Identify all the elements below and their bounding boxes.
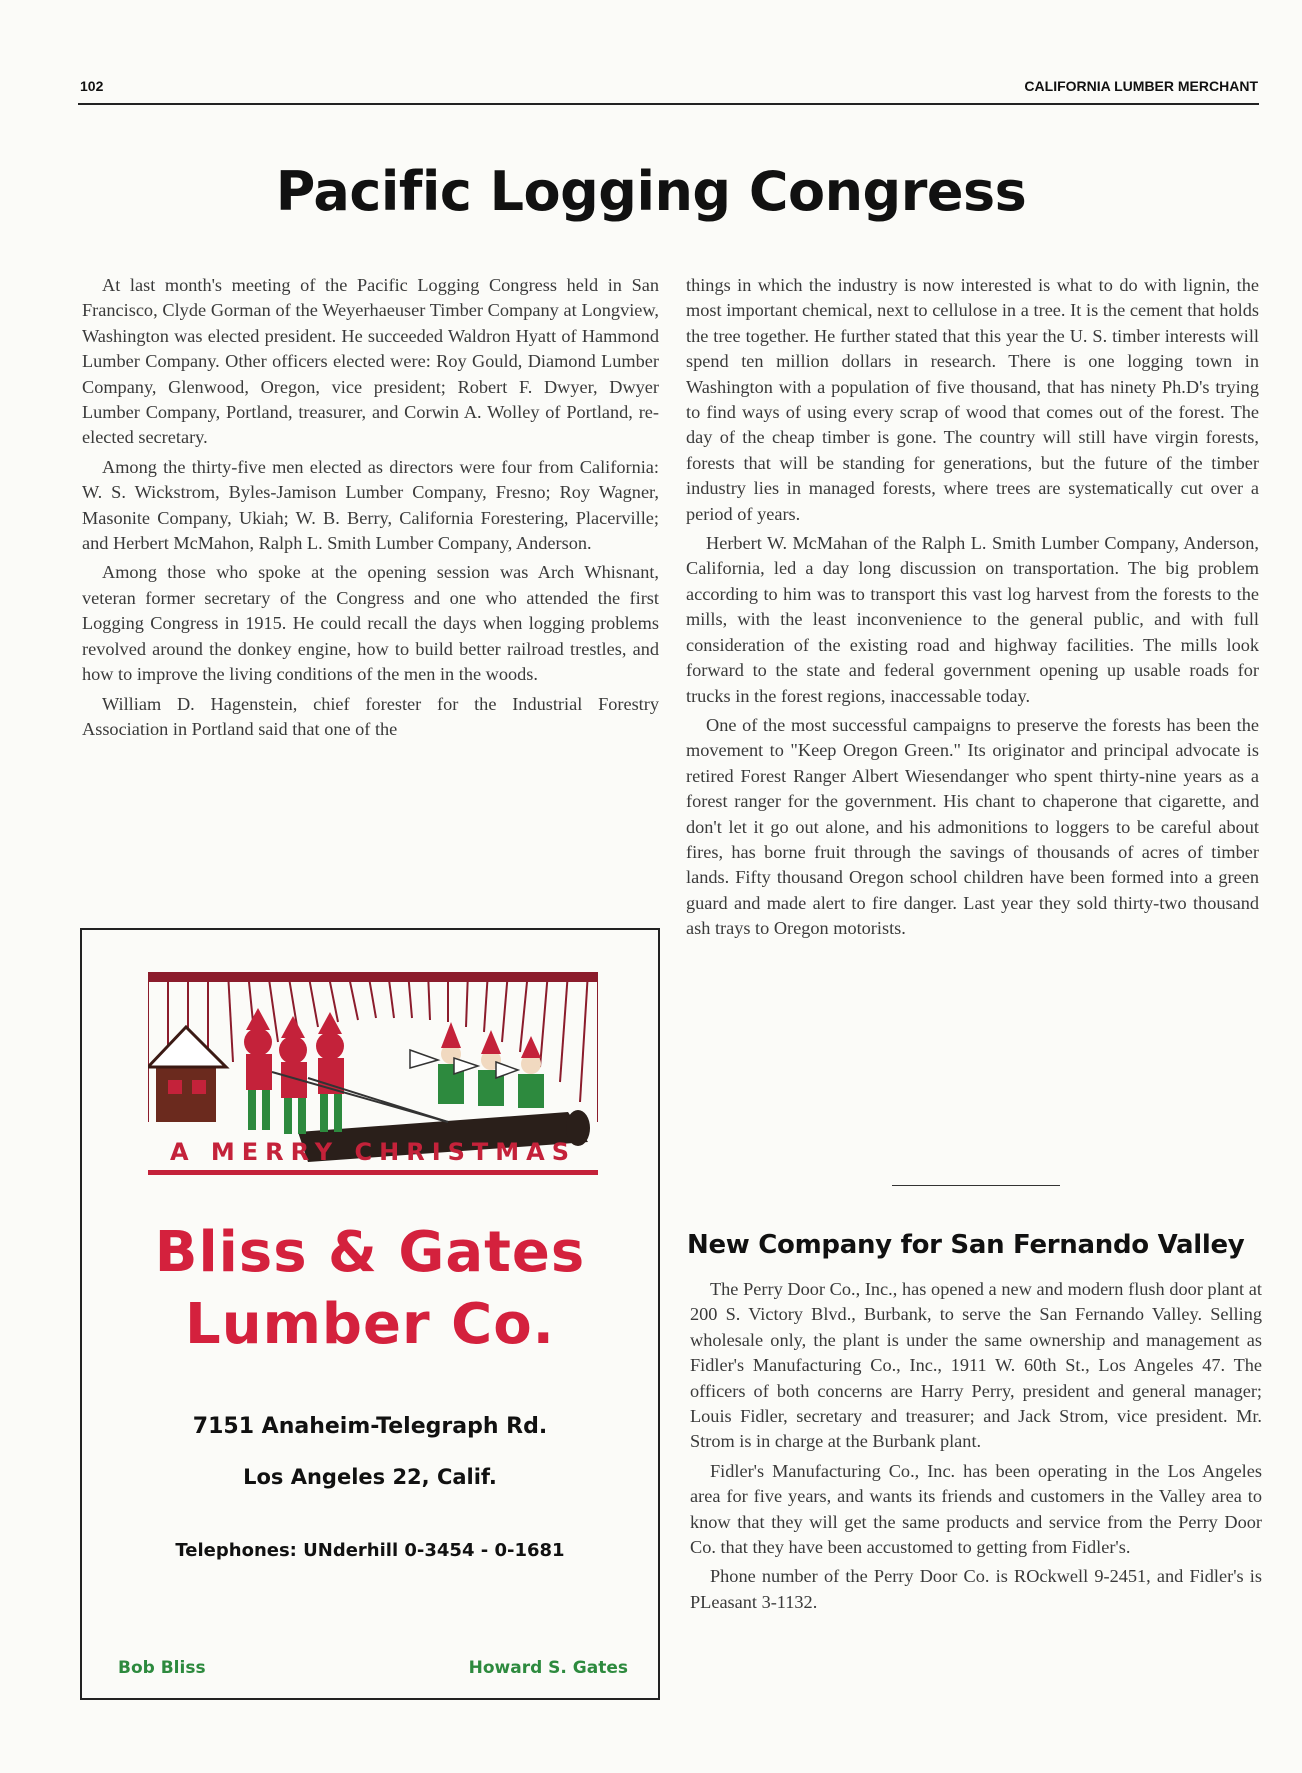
page-number: 102 — [80, 78, 104, 94]
company-address: 7151 Anaheim-Telegraph Rd. — [192, 1414, 548, 1439]
owner-name-left: Bob Bliss — [118, 1658, 206, 1678]
paragraph: Herbert W. McMahan of the Ralph L. Smith Lumber Company, Anderson, California, led a day long discussion on transportation. The big problem according to him was to transport this vast log harvest from the forests to the mills, with the least inconvenience to the general public, and with full consideration of the existing road and highway facilities. The mills look forward to the state and federal government opening up usable roads for trucks in the forest regions, inaccessable today. — [686, 533, 1259, 706]
article-right-column — [686, 273, 1259, 946]
paragraph: William D. Hagenstein, chief forester for the Industrial Forestry Association in Portland said that one of the — [82, 693, 659, 739]
publication-name: CALIFORNIA LUMBER MERCHANT — [1024, 78, 1258, 94]
paragraph: Fidler's Manufacturing Co., Inc. has been operating in the Los Angeles area for five years, and wants its friends and customers in the Valley area to know that they will get the same products and service from the Perry Door Co. that they have been accustomed to getting from Fidler's. — [690, 1460, 1262, 1558]
advertisement-box — [80, 928, 660, 1700]
company-name-line2: Lumber Co. — [185, 1292, 555, 1357]
paragraph: things in which the industry is now interested is what to do with lignin, the most important chemical, next to cellulose in a tree. It is the cement that holds the tree together. He further stated that this year the U. S. timber interests will spend ten million dollars in research. There is one logging town in Washington with a population of five thousand, that has ninety Ph.D's trying to find ways of using every scrap of wood that comes out of the forest. The day of the cheap timber is gone. The country will still have virgin forests, forests that will be standing for generations, but the future of the timber industry lies in managed forests, where trees are systematically cut over a period of years. — [686, 275, 1259, 524]
paragraph: At last month's meeting of the Pacific Logging Congress held in San Francisco, Clyde Gorman of the Weyerhaeuser Timber Company at Longview, Washington was elected president. He succeeded Waldron Hyatt of Hammond Lumber Company. Other officers elected were: Roy Gould, Diamond Lumber Company, Glenwood, Oregon, vice president; Robert F. Dwyer, Dwyer Lumber Company, Portland, treasurer, and Corwin A. Wolley of Portland, re-elected secretary. — [82, 275, 659, 448]
article-title: Pacific Logging Congress — [275, 160, 1027, 223]
section-divider — [892, 1185, 1060, 1186]
company-city: Los Angeles 22, Calif. — [243, 1465, 497, 1489]
owner-name-right: Howard S. Gates — [468, 1658, 628, 1678]
paragraph: Phone number of the Perry Door Co. is ROckwell 9-2451, and Fidler's is PLeasant 3-1132. — [690, 1566, 1262, 1612]
second-article-title: New Company for San Fernando Valley — [687, 1230, 1245, 1260]
second-article-body — [690, 1277, 1262, 1619]
paragraph: One of the most successful campaigns to preserve the forests has been the movement to "Keep Oregon Green." Its originator and principal advocate is retired Forest Ranger Albert Wiesendanger who spent thirty-nine years as a forest ranger for the government. His chant to chaperone that cigarette, and don't let it go out alone, and his admonitions to loggers to be careful about fires, has borne fruit through the savings of thousands of acres of timber lands. Fifty thousand Oregon school children have been formed into a green guard and made alert to fire danger. Last year they sold thirty-two thousand ash trays to Oregon motorists. — [686, 714, 1259, 939]
header-rule — [78, 103, 1259, 105]
christmas-greeting: A MERRY CHRISTMAS — [169, 1138, 577, 1166]
paragraph: The Perry Door Co., Inc., has opened a new and modern flush door plant at 200 S. Victory Blvd., Burbank, to serve the San Fernando Valley. Selling wholesale only, the plant is under the same ownership and management as Fidler's Manufacturing Co., Inc., 1911 W. 60th St., Los Angeles 47. The officers of both concerns are Harry Perry, president and general manager; Louis Fidler, secretary and treasurer; and Jack Strom, vice president. Mr. Strom is in charge at the Burbank plant. — [690, 1279, 1262, 1452]
company-telephones: Telephones: UNderhill 0-3454 - 0-1681 — [175, 1540, 565, 1561]
paragraph: Among those who spoke at the opening session was Arch Whisnant, veteran former secretary of the Congress and one who attended the first Logging Congress in 1915. He could recall the days when logging problems revolved around the donkey engine, how to build better railroad trestles, and how to improve the living conditions of the men in the woods. — [82, 562, 659, 685]
greeting-underline — [148, 1170, 598, 1175]
article-left-column — [82, 273, 659, 746]
company-name-line1: Bliss & Gates — [154, 1220, 586, 1285]
paragraph: Among the thirty-five men elected as directors were four from California: W. S. Wickstrom, Byles-Jamison Lumber Company, Fresno; Roy Wagner, Masonite Company, Ukiah; W. B. Berry, California Forestering, Placerville; and Herbert McMahon, Ralph L. Smith Lumber Company, Anderson. — [82, 456, 659, 554]
